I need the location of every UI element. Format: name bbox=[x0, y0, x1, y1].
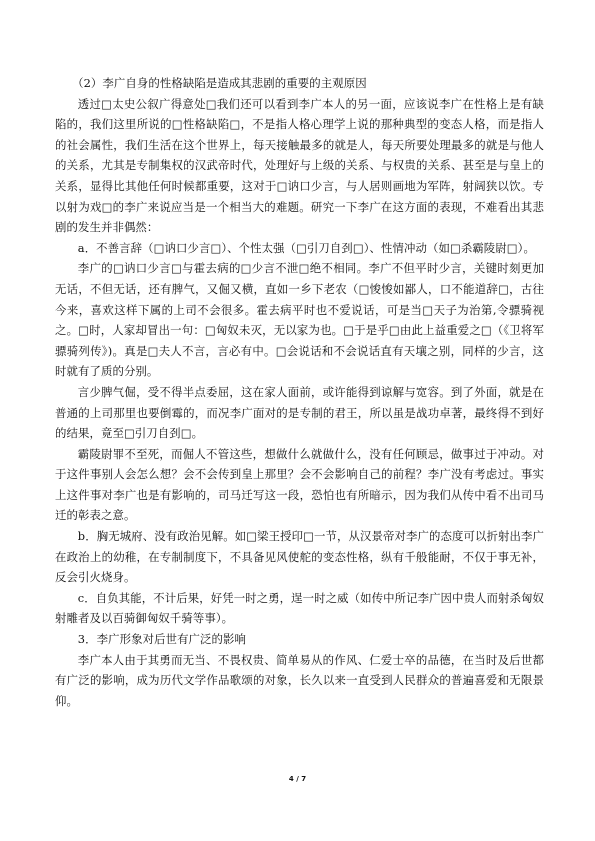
body-paragraph: 李广的□讷口少言□与霍去病的□少言不泄□绝不相同。李广不但平时少言，关键时刻更加无话，不但无话，还有脾气，又倔又横，直如一乡下老农（□悛悛如鄙人，口不能道辞□，古往今来，喜欢这样下属的上司不会很多。霍去病平时也不爱说话，可是当□天子为治第,令骠骑视之。□时，人家却冒出一句：□匈奴未灭，无以家为也。□于是乎□由此上益重爱之□（《卫将军骠骑列传》)。真是□夫人不言，言必有中。□会说话和不会说话直有天壤之别，同样的少言，这时就有了质的分别。 bbox=[55, 261, 544, 379]
document-body bbox=[55, 73, 544, 711]
body-paragraph: 言少脾气倔，受不得半点委屈，这在家人面前，或许能得到谅解与宽容。到了外面，就是在普通的上司那里也要倒霉的，而况李广面对的是专制的君王，所以虽是战功卓著，最终得不到好的结果，竟至□引刀自刭□。 bbox=[55, 384, 544, 441]
section-heading-2: （2）李广自身的性格缺陷是造成其悲剧的重要的主观原因 bbox=[72, 76, 367, 90]
body-paragraph: 透过□太史公叙广得意处□我们还可以看到李广本人的另一面，应该说李广在性格上是有缺陷的，我们这里所说的□性格缺陷□，不是指人格心理学上说的那种典型的变态人格，而是指人的社会属性，我们生活在这个世界上，每天接触最多的就是人，每天所要处理最多的就是与他人的关系，尤其是专制集权的汉武帝时代，处理好与上级的关系、与权贵的关系、甚至是与皇上的关系，显得比其他任何时候都重要，这对于□讷口少言，与人居则画地为军阵，射阔狭以饮。专以射为戏□的李广来说应当是一个相当大的难题。研究一下李广在这方面的表现，不难看出其悲剧的发生并非偶然： bbox=[55, 96, 544, 235]
body-paragraph: 李广本人由于其勇而无当、不畏权贵、简单易从的作风、仁爱士卒的品德，在当时及后世都有广泛的影响，成为历代文学作品歌颂的对象，长久以来一直受到人民群众的普遍喜爱和无限景仰。 bbox=[55, 652, 544, 708]
point-c-paragraph: c．自负其能，不计后果，好凭一时之勇，逞一时之威（如传中所记李广因中贵人而射杀匈奴射雕者及以百骑御匈奴千骑等事）。 bbox=[55, 590, 544, 626]
page-number: 4 / 7 bbox=[288, 775, 307, 783]
point-b-paragraph: b．胸无城府、没有政治见解。如□梁王授印□一节，从汉景帝对李广的态度可以折射出李广在政治上的幼稚，在专制制度下，不具备见风使舵的变态性格，纵有千般能耐，不仅于事无补，反会引火烧身。 bbox=[55, 529, 544, 585]
body-paragraph: 霸陵尉罪不至死，而倔人不管这些，想做什么就做什么，没有任何顾忌，做事过于冲动。对于这件事别人会怎么想？会不会传到皇上那里？会不会影响自己的前程？李广没有考虑过。事实上这件事对李广也是有影响的，司马迁写这一段，恐怕也有所暗示，因为我们从传中看不出司马迁的彰表之意。 bbox=[55, 446, 544, 523]
section-heading-3: 3．李广形象对后世有广泛的影响 bbox=[77, 632, 247, 647]
point-a-heading: a．不善言辞（□讷口少言□）、个性太强（□引刀自刭□）、性情冲动（如□杀霸陵尉□）。 bbox=[77, 240, 535, 255]
